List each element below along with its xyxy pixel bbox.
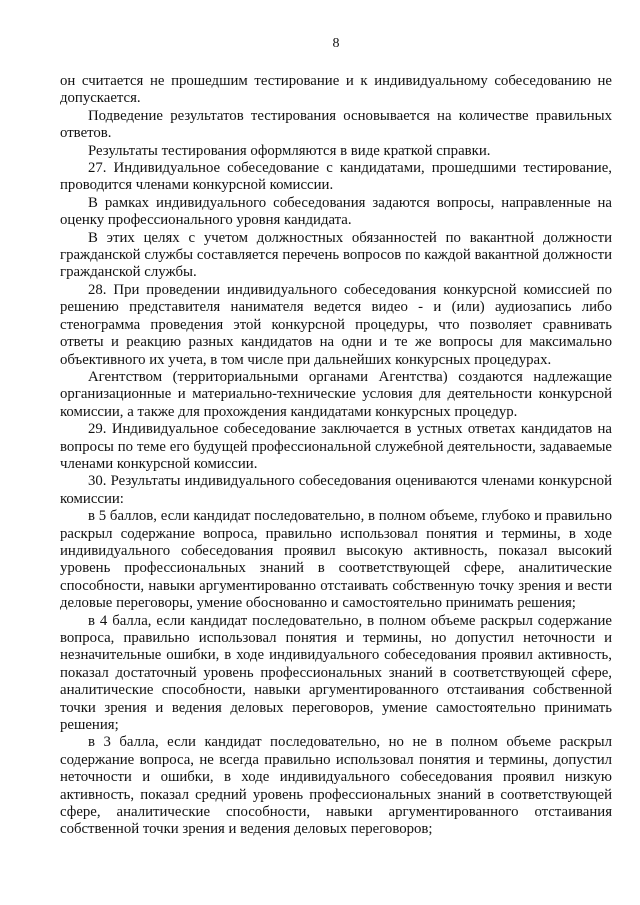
paragraph-28: 28. При проведении индивидуального собеседования конкурсной комиссией по решению представителя нанимателя ведется видео - и (или) аудиозапись либо стенограмма проведения этой конкурсной процедуры, что позволяет сравнивать ответы и реакцию разных кандидатов на одни и те же вопросы для максимально объективного их учета, в том числе при дальнейших конкурсных процедурах.	[60, 281, 612, 368]
paragraph-score-5: в 5 баллов, если кандидат последовательно, в полном объеме, глубоко и правильно раскрыл содержание вопроса, правильно использовал понятия и термины, в ходе индивидуального собеседования проявил высокую активность, показал высокий уровень профессиональных знаний в соответствующей сфере, аналитические способности, навыки аргументированно отстаивать собственную точку зрения и вести деловые переговоры, умение обоснованно и самостоятельно принимать решения;	[60, 508, 612, 612]
paragraph-27: 27. Индивидуальное собеседование с кандидатами, прошедшими тестирование, проводится членами конкурсной комиссии.	[60, 160, 612, 194]
paragraph-agency-conditions: Агентством (территориальными органами Агентства) создаются надлежащие организационные и материально-технические условия для деятельности конкурсной комиссии, а также для прохождения кандидатами конкурсных процедур.	[60, 368, 612, 420]
paragraph-question-list: В этих целях с учетом должностных обязанностей по вакантной должности гражданской службы составляется перечень вопросов по каждой вакантной должности гражданской службы.	[60, 229, 612, 281]
paragraph-29: 29. Индивидуальное собеседование заключается в устных ответах кандидатов на вопросы по теме его будущей профессиональной служебной деятельности, задаваемые членами конкурсной комиссии.	[60, 421, 612, 472]
paragraph-score-3: в 3 балла, если кандидат последовательно, но не в полном объеме раскрыл содержание вопроса, не всегда правильно использовал понятия и термины, допустил неточности и ошибки, в ходе индивидуального собеседования проявил низкую активность, показал средний уровень профессиональных знаний в соответствующей сфере, аналитические способности, навыки аргументированного отстаивания собственной точки зрения и ведения деловых переговоров;	[60, 734, 612, 838]
paragraph-interview-questions: В рамках индивидуального собеседования задаются вопросы, направленные на оценку профессионального уровня кандидата.	[60, 194, 612, 229]
paragraph-results-basis: Подведение результатов тестирования основывается на количестве правильных ответов.	[60, 107, 612, 142]
paragraph-continuation: он считается не прошедшим тестирование и к индивидуальному собеседованию не допускается.	[60, 73, 612, 107]
paragraph-30: 30. Результаты индивидуального собеседования оцениваются членами конкурсной комиссии:	[60, 473, 612, 507]
paragraph-results-format: Результаты тестирования оформляются в виде краткой справки.	[88, 142, 491, 159]
page-number: 8	[332, 36, 340, 51]
paragraph-score-4: в 4 балла, если кандидат последовательно, в полном объеме раскрыл содержание вопроса, правильно использовал понятия и термины, но допустил неточности и незначительные ошибки, в ходе индивидуального собеседования проявил активность, показал достаточный уровень профессиональных знаний в соответствующей сфере, аналитические способности, навыки аргументированного отстаивания собственной точки зрения и ведения деловых переговоров, умение самостоятельно принимать решения;	[60, 612, 612, 734]
